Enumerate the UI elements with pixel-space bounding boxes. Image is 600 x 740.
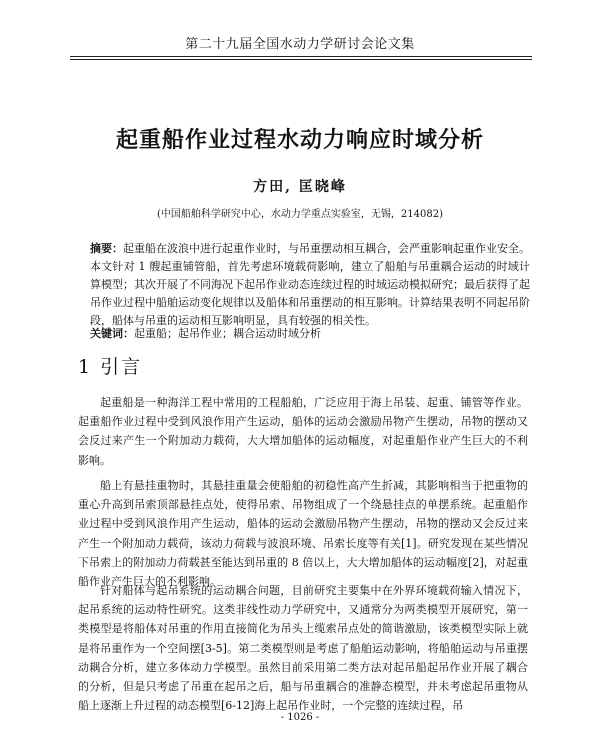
header-rule-top: [70, 56, 532, 57]
paper-authors: 方田, 匡晓峰: [253, 179, 347, 195]
body-paragraph-2: 船上有悬挂重物时，其悬挂重量会使船舶的初稳性高产生折减，其影响相当于把重物的重心升高到吊索顶部悬挂点处，使得吊索、吊物组成了一个绕悬挂点的单摆系统。起重船作业过程中受到风浪作用产生运动，船体的运动会激励吊物产生摆动，吊物的摆动又会反过来产生一个附加动力载荷，该动力荷载与波浪环境、吊索长度等有关[1]。研究发现在某些情况下吊索上的附加动力荷载甚至能达到吊重的 8 倍以上，大大增加船体的运动幅度[2]，对起重船作业产生巨大的不利影响。: [78, 479, 528, 589]
running-header: 第二十九届全国水动力学研讨会论文集: [185, 37, 415, 52]
body-paragraph-3: 针对船体与起吊系统的运动耦合问题，目前研究主要集中在外界环境载荷输入情况下，起吊系统的运动特性研究。这类非线性动力学研究中，又通常分为两类模型开展研究，第一类模型是将船体对吊重的作用直接简化为吊头上缆索吊点处的简谐激励，该类模型实际上就是将吊重作为一个空间摆[3-5]。第二类模型则是考虑了船舶运动影响，将船舶运动与吊重摆动耦合分析，建立多体动力学模型。虽然目前采用第二类方法对起吊船起吊作业开展了耦合的分析，但是只考虑了吊重在起吊之后，船与吊重耦合的准静态模型，并未考虑起吊重物从船上逐渐上升过程的动态模型[6-12]海上起吊作业时，一个完整的连续过程，吊: [78, 584, 528, 713]
body-paragraph-1: 起重船是一种海洋工程中常用的工程船舶，广泛应用于海上吊装、起重、铺管等作业。起重船作业过程中受到风浪作用产生运动，船体的运动会激励吊物产生摆动，吊物的摆动又会反过来产生一个附加动力载荷，大大增加船体的运动幅度，对起重船作业产生巨大的不利影响。: [78, 396, 528, 467]
paper-affiliation: (中国船舶科学研究中心，水动力学重点实验室，无锡，214082): [157, 209, 443, 220]
header-rule-bottom: [70, 59, 532, 60]
paper-title: 起重船作业过程水动力响应时域分析: [115, 128, 484, 153]
keywords-label: 关键词：: [90, 327, 134, 340]
page-number: - 1026 -: [280, 712, 320, 723]
keywords-text: 起重船；起吊作业；耦合运动时域分析: [134, 327, 321, 340]
keywords-block: [90, 325, 530, 341]
section-heading: 1 引言: [78, 356, 143, 378]
abstract-block: [90, 240, 530, 330]
abstract-text: 起重船在波浪中进行起重作业时，与吊重摆动相互耦合，会严重影响起重作业安全。本文针对 1 艘起重铺管船，首先考虑环境载荷影响，建立了船舶与吊重耦合运动的时域计算模型；其次开展了不同海况下起吊作业动态连续过程的时域运动模拟研究；最后获得了起吊作业过程中船舶运动变化规律以及船体和吊重摆动的相互影响。计算结果表明不同起吊阶段，船体与吊重的运动相互影响明显，具有较强的相关性。: [90, 242, 530, 327]
abstract-label: 摘要：: [90, 242, 123, 255]
